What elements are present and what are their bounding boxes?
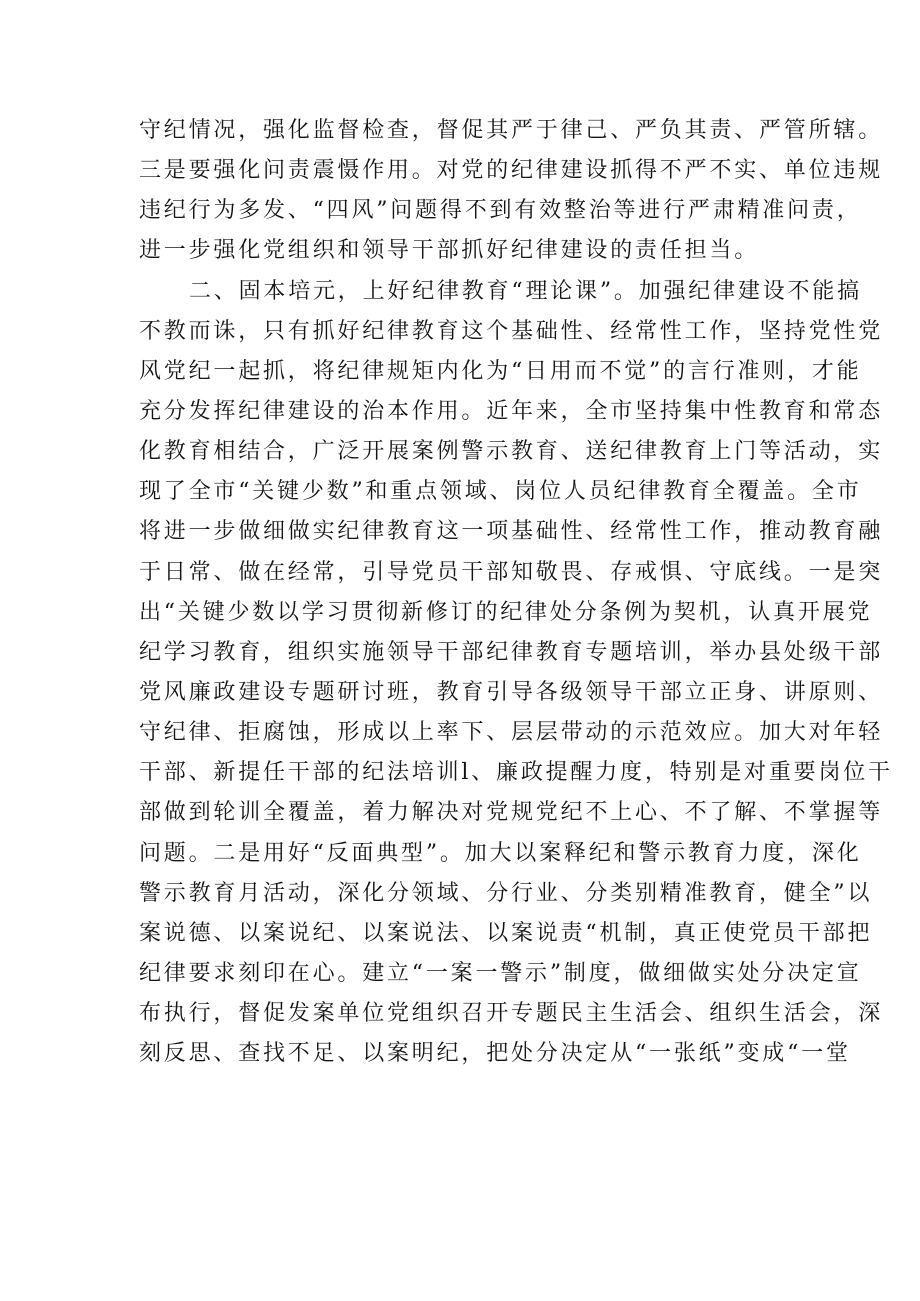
text-line: 纪学习教育，组织实施领导干部纪律教育专题培训，举办县处级干部 [139, 639, 884, 665]
text-line: 部做到轮训全覆盖，着力解决对党规党纪不上心、不了解、不掌握等 [139, 800, 884, 826]
text-line: 守纪情况，强化监督检查，督促其严于律己、严负其责、严管所辖。 [139, 118, 884, 143]
text-line: 警示教育月活动，深化分领域、分行业、分类别精准教育，健全”以 [139, 880, 873, 906]
text-line: 风党纪一起抓，将纪律规矩内化为“日用而不觉”的言行准则，才能 [139, 358, 862, 384]
text-line: 刻反思、查找不足、以案明纪，把处分决定从“一张纸”变成“一堂 [139, 1041, 851, 1067]
text-line: 问题。二是用好“反面典型”。加大以案释纪和警示教育力度，深化 [139, 840, 862, 866]
section-heading-line: 二、固本培元，上好纪律教育“理论课”。加强纪律建设不能搞 [189, 278, 862, 304]
text-line: 进一步强化党组织和领导干部抓好纪律建设的责任担当。 [139, 238, 760, 264]
text-line: 于日常、做在经常，引导党员干部知敬畏、存戒惧、守底线。一是突 [139, 559, 884, 585]
text-line: 案说德、以案说纪、以案说法、以案说责“机制，真正使党员干部把 [139, 920, 873, 946]
text-line: 纪律要求刻印在心。建立“一案一警示”制度，做细做实处分决定宣 [139, 960, 862, 986]
text-line: 将进一步做细做实纪律教育这一项基础性、经常性工作，推动教育融 [139, 519, 884, 545]
text-line: 干部、新提任干部的纪法培训l、廉政提醒力度，特别是对重要岗位干 [139, 760, 893, 786]
text-line: 布执行，督促发案单位党组织召开专题民主生活会、组织生活会，深 [139, 1001, 884, 1027]
text-line: 出“关键少数以学习贯彻新修订的纪律处分条例为契机，认真开展党 [139, 599, 873, 625]
text-line: 化教育相结合，广泛开展案例警示教育、送纪律教育上门等活动，实 [139, 439, 884, 465]
text-line: 党风廉政建设专题研讨班，教育引导各级领导干部立正身、讲原则、 [139, 679, 884, 705]
text-line: 守纪律、拒腐蚀，形成以上率下、层层带动的示范效应。加大对年轻 [139, 720, 884, 746]
text-line: 三是要强化问责震慑作用。对党的纪律建设抓得不严不实、单位违规 [139, 158, 884, 184]
text-line: 充分发挥纪律建设的治本作用。近年来，全市坚持集中性教育和常态 [139, 398, 884, 424]
text-line: 不教而诛，只有抓好纪律教育这个基础性、经常性工作，坚持党性党 [139, 318, 884, 344]
text-line: 违纪行为多发、“四风”问题得不到有效整治等进行严肃精准问责， [139, 198, 862, 224]
body-text [139, 112, 893, 1075]
text-line: 现了全市“关键少数”和重点领域、岗位人员纪律教育全覆盖。全市 [139, 479, 862, 505]
